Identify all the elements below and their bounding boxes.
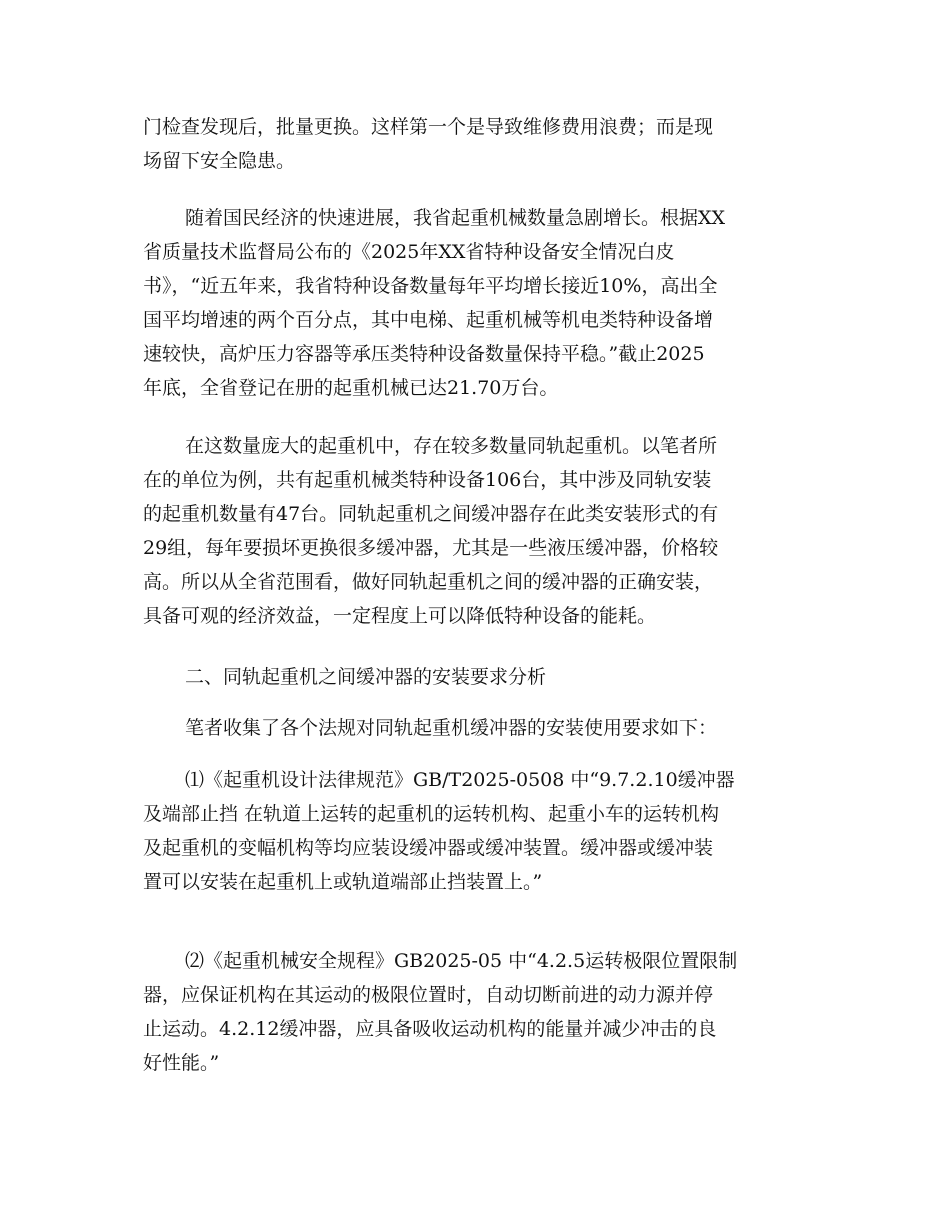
text-line: 29组，每年要损坏更换很多缓冲器，尤其是一些液压缓冲器，价格较 [143, 537, 719, 559]
text-line: 随着国民经济的快速进展，我省起重机械数量急剧增长。根据XX [185, 207, 726, 229]
paragraph-crane-growth [143, 201, 813, 405]
text-line: ⑴《起重机设计法律规范》GB/T2025-0508 中“9.7.2.10缓冲器 [185, 769, 735, 791]
text-line: 高。所以从全省范围看，做好同轨起重机之间的缓冲器的正确安装， [143, 571, 714, 593]
text-line: 笔者收集了各个法规对同轨起重机缓冲器的安装使用要求如下： [185, 717, 718, 739]
text-line: 速较快，高炉压力容器等承压类特种设备数量保持平稳。”截止2025 [143, 343, 705, 365]
text-line: 门检查发现后，批量更换。这样第一个是导致维修费用浪费；而是现 [143, 116, 714, 138]
text-line: 年底，全省登记在册的起重机械已达21.70万台。 [143, 377, 559, 399]
text-line: 书》，“近五年来，我省特种设备数量每年平均增长接近10%，高出全 [143, 275, 718, 297]
text-line: 国平均增速的两个百分点，其中电梯、起重机械等机电类特种设备增 [143, 309, 714, 331]
paragraph-continuation [143, 110, 813, 178]
text-line: 及起重机的变幅机构等均应装设缓冲器或缓冲装置。缓冲器或缓冲装 [143, 837, 714, 859]
text-line: 在这数量庞大的起重机中，存在较多数量同轨起重机。以笔者所 [185, 435, 718, 457]
paragraph-intro-regulations [143, 711, 813, 745]
text-line: 及端部止挡 在轨道上运转的起重机的运转机构、起重小车的运转机构 [143, 803, 720, 825]
text-line: 在的单位为例，共有起重机械类特种设备106台，其中涉及同轨安装 [143, 469, 712, 491]
paragraph-same-rail-cranes [143, 429, 813, 633]
text-line: 置可以安装在起重机上或轨道端部止挡装置上。” [143, 871, 543, 893]
text-line: 好性能。” [143, 1052, 220, 1074]
heading-line: 二、同轨起重机之间缓冲器的安装要求分析 [185, 666, 547, 688]
text-line: 器，应保证机构在其运动的极限位置时，自动切断前进的动力源并停 [143, 984, 714, 1006]
text-line: 具备可观的经济效益，一定程度上可以降低特种设备的能耗。 [143, 605, 657, 627]
text-line: 的起重机数量有47台。同轨起重机之间缓冲器存在此类安装形式的有 [143, 503, 719, 525]
paragraph-regulation-2 [143, 944, 813, 1080]
paragraph-regulation-1 [143, 763, 813, 899]
section-heading [143, 660, 813, 694]
text-line: ⑵《起重机械安全规程》GB2025-05 中“4.2.5运转极限位置限制 [185, 950, 738, 972]
text-line: 场留下安全隐患。 [143, 150, 296, 172]
text-line: 止运动。4.2.12缓冲器，应具备吸收运动机构的能量并减少冲击的良 [143, 1018, 717, 1040]
text-line: 省质量技术监督局公布的《2025年XX省特种设备安全情况白皮 [143, 241, 675, 263]
